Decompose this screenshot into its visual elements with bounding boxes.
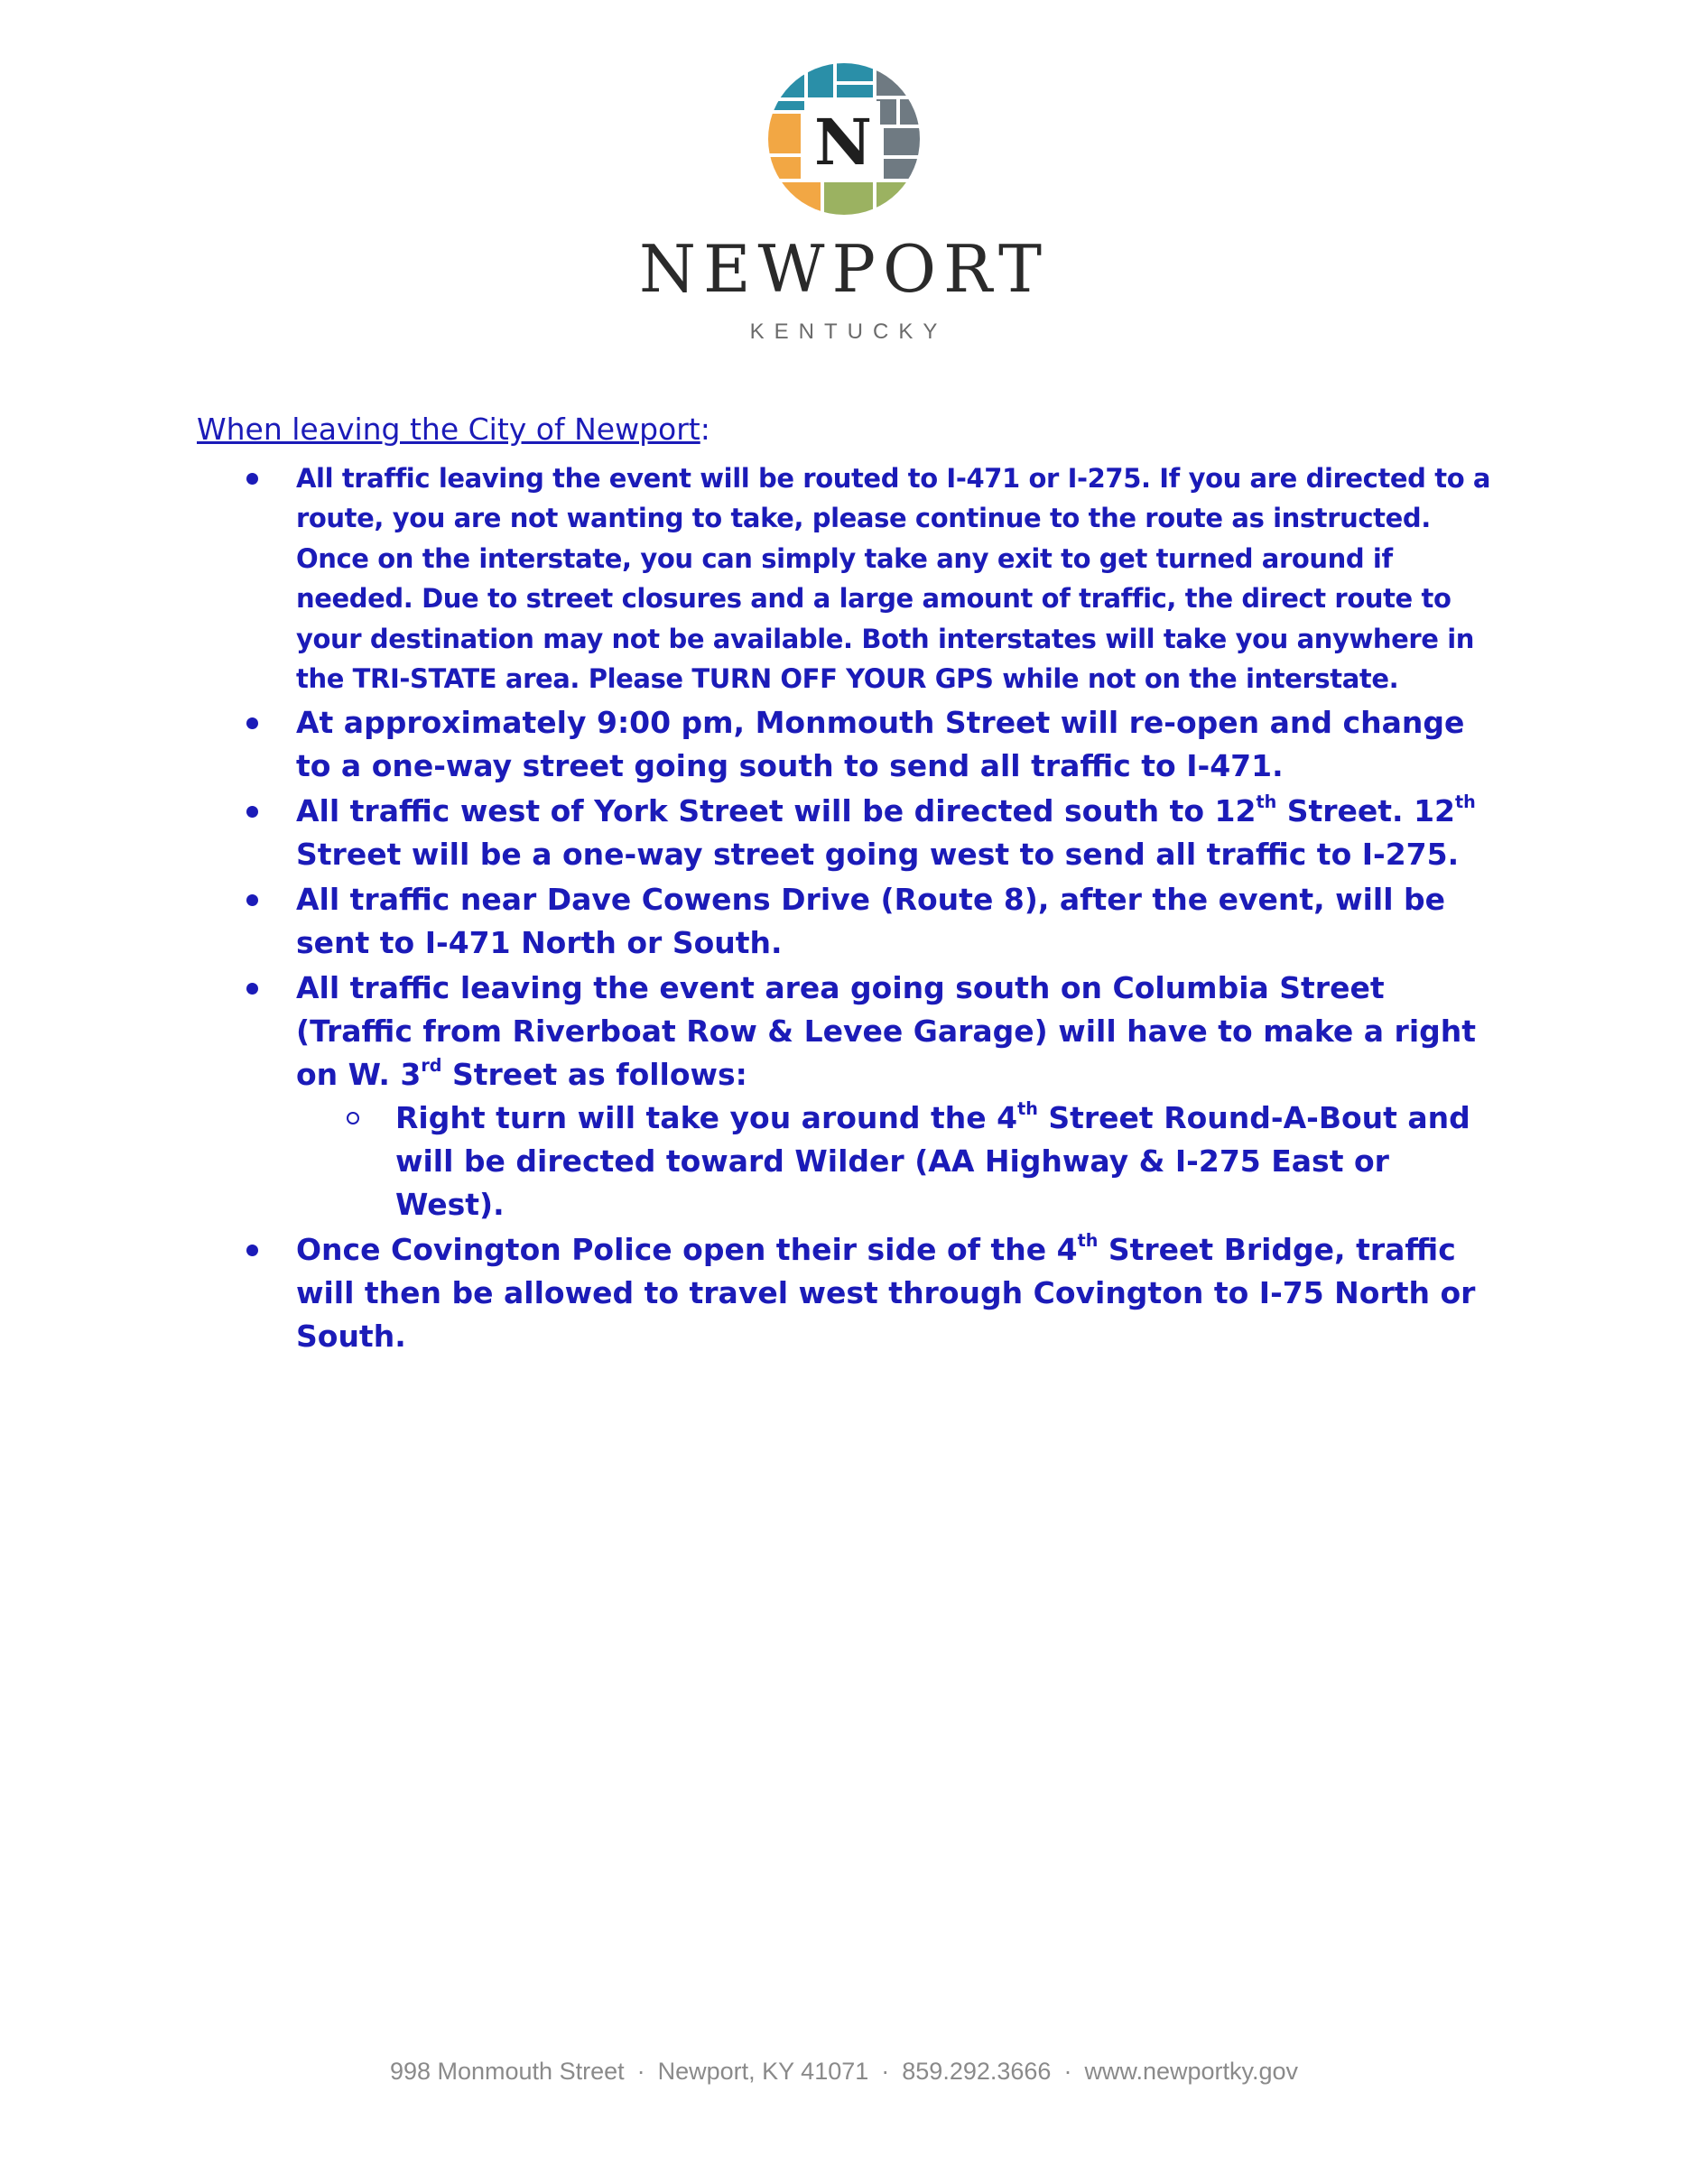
bullet-list — [197, 458, 1497, 1358]
text-run: Street. 12 — [1276, 792, 1456, 828]
bullet-dot-icon — [246, 983, 258, 995]
text-run: Right turn will take you around the 4 — [395, 1099, 1018, 1135]
footer-website-link[interactable]: www.newportky.gov — [1084, 2058, 1299, 2085]
text-run: Street will be a one-way street going west to send all traffic to I-275. — [296, 836, 1460, 872]
superscript: th — [1017, 1097, 1038, 1119]
list-item — [197, 967, 1497, 1226]
sub-bullet-text — [395, 1097, 1470, 1222]
bullet-dot-icon — [246, 806, 258, 818]
text-run: Street Bridge, traffic will then be allowed to travel west through Covington to I-75 North or South. — [296, 1231, 1476, 1354]
footer-city: Newport, KY 41071 — [657, 2058, 869, 2085]
text-run: All traffic leaving the event area going south on Columbia Street (Traffic from Riverboat Row & Levee Garage) will have to make a right on W. 3 — [296, 969, 1477, 1092]
brand-state: KENTUCKY — [749, 319, 948, 344]
text-run: Street as follows: — [441, 1056, 747, 1092]
hollow-circle-bullet-icon — [347, 1112, 359, 1124]
logo-letter: N — [814, 105, 872, 180]
bullet-text — [296, 793, 1476, 872]
superscript: rd — [421, 1054, 442, 1076]
sub-bullet-list — [296, 1097, 1497, 1226]
footer-separator: · — [881, 2058, 890, 2085]
newport-logo-mark — [768, 63, 920, 215]
text-run: All traffic west of York Street will be directed south to 12 — [296, 792, 1257, 828]
superscript: th — [1455, 791, 1476, 812]
bullet-dot-icon — [246, 894, 258, 906]
brand-name: NEWPORT — [638, 231, 1049, 307]
list-item — [197, 878, 1497, 965]
bullet-text — [296, 1229, 1476, 1354]
list-item — [197, 1228, 1497, 1358]
footer-address: 998 Monmouth Street — [389, 2058, 625, 2085]
bullet-dot-icon — [246, 473, 258, 485]
footer-separator: · — [1063, 2058, 1072, 2085]
traffic-instructions — [197, 411, 1497, 1360]
bullet-dot-icon — [246, 1245, 258, 1256]
footer-separator: · — [636, 2058, 645, 2085]
section-heading — [197, 411, 1497, 449]
bullet-text: All traffic near Dave Cowens Drive (Route 8), after the event, will be sent to I-471 North or South. — [296, 881, 1446, 960]
sub-list-item — [296, 1097, 1497, 1226]
text-run: Once Covington Police open their side of the 4 — [296, 1231, 1078, 1267]
bullet-text — [296, 970, 1476, 1092]
text-run: Street Round-A-Bout and will be directed toward Wilder (AA Highway & I-275 East or West). — [395, 1099, 1470, 1222]
header-logo — [0, 63, 1688, 343]
bullet-text: At approximately 9:00 pm, Monmouth Street will re-open and change to a one-way street going south to send all traffic to I-471. — [296, 704, 1465, 783]
bullet-dot-icon — [246, 717, 258, 729]
footer-contact — [0, 2058, 1688, 2086]
footer-phone: 859.292.3666 — [902, 2058, 1052, 2085]
list-item — [197, 701, 1497, 788]
list-item — [197, 458, 1497, 699]
list-item — [197, 790, 1497, 876]
bullet-text: All traffic leaving the event will be routed to I-471 or I-275. If you are directed to a route, you are not wanting to take, please continue to the route as instructed. Once on the interstate, you can simply take any exit to get turned around if needed. Due to street closures and a large amount of traffic, the direct route to your destination may not be available. Both interstates will take you anywhere in the TRI-STATE area. Please TURN OFF YOUR GPS while not on the interstate. — [296, 462, 1491, 695]
section-heading-suffix: : — [700, 412, 710, 447]
superscript: th — [1077, 1229, 1099, 1251]
section-heading-underlined: When leaving the City of Newport — [197, 412, 700, 447]
superscript: th — [1256, 791, 1277, 812]
